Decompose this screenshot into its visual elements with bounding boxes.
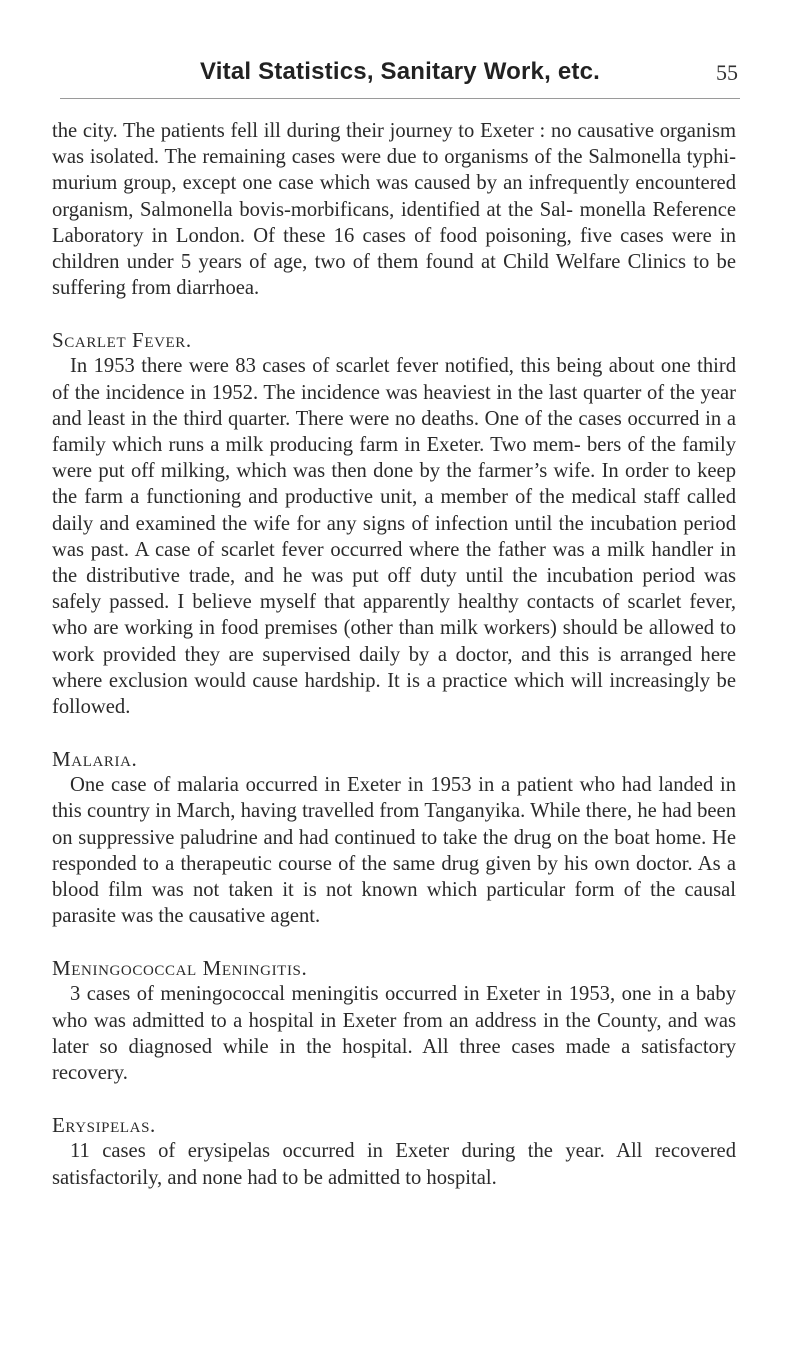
page-number: 55 [716, 60, 738, 85]
section-heading-meningococcal-meningitis: Meningococcal Meningitis. [52, 956, 308, 981]
section-erysipelas [52, 1112, 736, 1190]
section-heading-scarlet-fever: Scarlet Fever. [52, 328, 192, 353]
paragraph: the city. The patients fell ill during their journey to Exeter : no causative organism was isolated. The remaining cases were due to organisms of the Salmonella typhi-murium group, except one case which was caused by an infrequently encountered organism, Salmonella bovis-morbificans, identified at the Sal- monella Reference Laboratory in London. Of these 16 cases of food poisoning, five cases were in children under 5 years of age, two of them found at Child Welfare Clinics to be suffering from diarrhoea. [52, 120, 736, 300]
section-scarlet-fever [52, 327, 736, 720]
section-malaria [52, 746, 736, 929]
running-title: Vital Statistics, Sanitary Work, etc. [199, 58, 600, 85]
section-meningococcal-meningitis [52, 955, 736, 1086]
paragraph: 11 cases of erysipelas occurred in Exeter during the year. All recovered satisfactorily, and none had to be admitted to hospital. [52, 1140, 736, 1189]
section-food-poisoning-continued [52, 118, 736, 301]
section-heading-erysipelas: Erysipelas. [52, 1113, 156, 1138]
header-rule [60, 98, 740, 99]
paragraph: 3 cases of meningococcal meningitis occurred in Exeter in 1953, one in a baby who was admitted to a hospital in Exeter from an address in the County, and was later so diagnosed while in the hospital. All three cases made a satisfactory recovery. [52, 983, 736, 1085]
paragraph: In 1953 there were 83 cases of scarlet fever notified, this being about one third of the incidence in 1952. The incidence was heaviest in the last quarter of the year and least in the third quarter. There were no deaths. One of the cases occurred in a family which runs a milk producing farm in Exeter. Two mem- bers of the family were put off milking, which was then done by the farmer’s wife. In order to keep the farm a functioning and productive unit, a member of the medical staff called daily and examined the wife for any signs of infection until the incubation period was past. A case of scarlet fever occurred where the father was a milk handler in the distributive trade, and he was put off duty until the incubation period was safely passed. I believe myself that apparently healthy contacts of scarlet fever, who are working in food premises (other than milk workers) should be allowed to work provided they are supervised daily by a doctor, and this is arranged here where exclusion would cause hardship. It is a practice which will increasingly be followed. [52, 355, 736, 719]
paragraph: One case of malaria occurred in Exeter in 1953 in a patient who had landed in this country in March, having travelled from Tanganyika. While there, he had been on suppressive paludrine and had continued to take the drug on the boat home. He responded to a therapeutic course of the same drug given by his own doctor. As a blood film was not taken it is not known which particular form of the causal parasite was the causative agent. [52, 774, 736, 928]
body-text [52, 118, 736, 1191]
section-heading-malaria: Malaria. [52, 747, 138, 772]
running-header [60, 58, 740, 98]
